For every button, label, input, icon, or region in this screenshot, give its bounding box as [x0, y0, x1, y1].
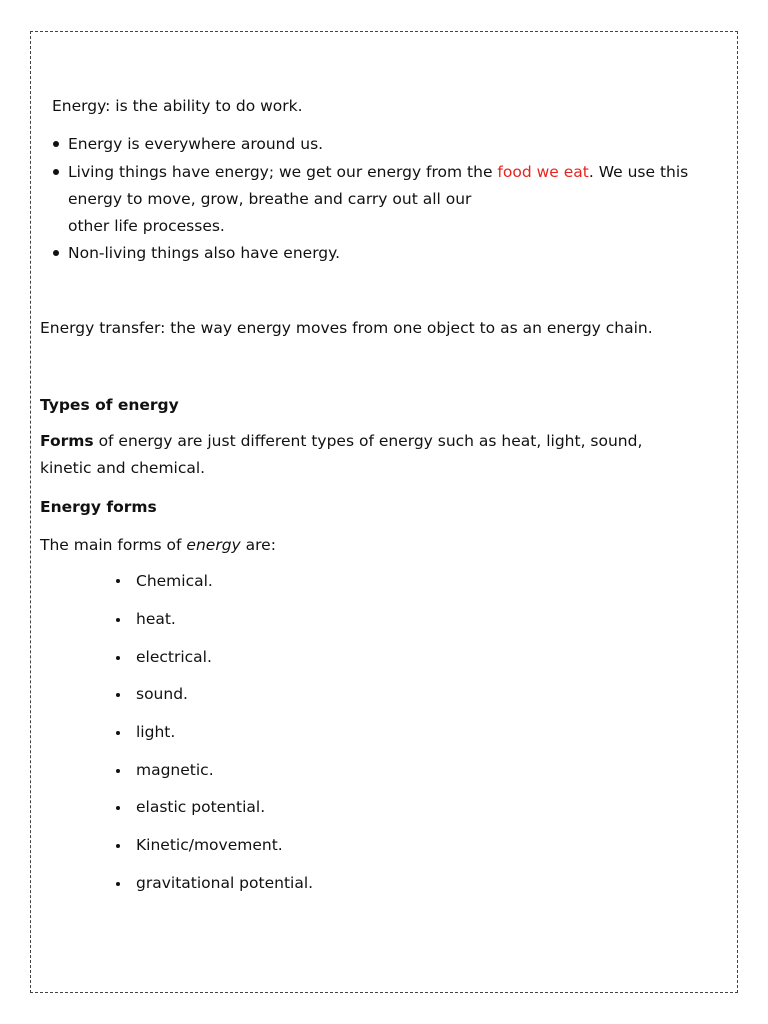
bullet-dot: [53, 169, 59, 175]
main-forms-intro-text: The main forms of: [40, 536, 187, 554]
forms-paragraph-text: of energy are just different types of energy such as heat, light, sound,: [93, 432, 643, 450]
food-we-eat-highlight: food we eat: [497, 163, 589, 181]
bullet-energy-everywhere: Energy is everywhere around us.: [68, 135, 324, 153]
types-of-energy-heading: Types of energy: [40, 396, 179, 414]
bullet-living-things: [68, 162, 688, 182]
energy-transfer-text: Energy transfer: the way energy moves from one object to as an energy chain.: [40, 319, 653, 337]
form-item-magnetic: magnetic.: [136, 761, 214, 779]
forms-paragraph-line2: kinetic and chemical.: [40, 459, 206, 477]
list-bullet: [116, 579, 120, 583]
list-bullet: [116, 769, 120, 773]
form-item-sound: sound.: [136, 685, 188, 703]
form-item-elastic-potential: elastic potential.: [136, 798, 266, 816]
list-bullet: [116, 693, 120, 697]
bullet-dot: [53, 250, 59, 256]
form-item-electrical: electrical.: [136, 648, 212, 666]
main-forms-intro: [40, 535, 276, 555]
bullet-dot: [53, 141, 59, 147]
list-bullet: [116, 656, 120, 660]
list-bullet: [116, 844, 120, 848]
list-bullet: [116, 731, 120, 735]
forms-bold-word: Forms: [40, 432, 94, 450]
form-item-heat: heat.: [136, 610, 176, 628]
bullet-living-things-line2: energy to move, grow, breathe and carry out all our: [68, 190, 472, 208]
list-bullet: [116, 806, 120, 810]
forms-paragraph-line1: [40, 431, 642, 451]
form-item-gravitational-potential: gravitational potential.: [136, 874, 314, 892]
bullet-non-living: Non-living things also have energy.: [68, 244, 341, 262]
bullet-living-things-line3: other life processes.: [68, 217, 225, 235]
main-forms-intro-end: are:: [240, 536, 276, 554]
form-item-kinetic: Kinetic/movement.: [136, 836, 283, 854]
list-bullet: [116, 618, 120, 622]
form-item-chemical: Chemical.: [136, 572, 213, 590]
energy-definition: Energy: is the ability to do work.: [52, 97, 303, 115]
living-things-text-end: . We use this: [588, 163, 689, 181]
energy-italic-word: energy: [186, 536, 241, 554]
living-things-text: Living things have energy; we get our energy from the: [68, 163, 498, 181]
list-bullet: [116, 882, 120, 886]
form-item-light: light.: [136, 723, 176, 741]
energy-forms-heading: Energy forms: [40, 498, 157, 516]
